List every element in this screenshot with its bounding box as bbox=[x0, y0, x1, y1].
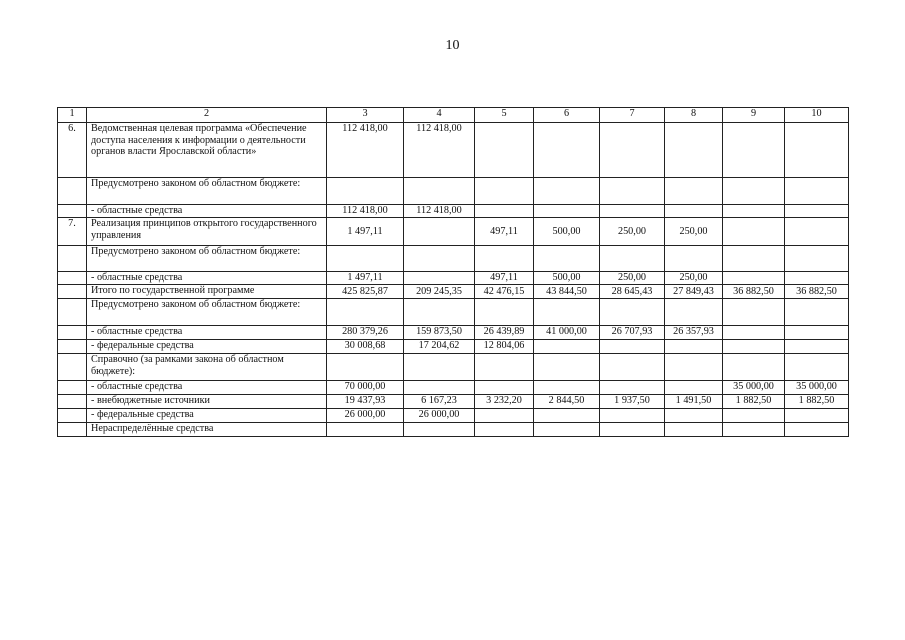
row-name: - областные средства bbox=[87, 381, 327, 395]
row-value-col-5 bbox=[475, 381, 534, 395]
row-value-col-6 bbox=[534, 178, 600, 205]
row-name: Итого по государственной программе bbox=[87, 285, 327, 299]
row-value-col-6: 500,00 bbox=[534, 272, 600, 285]
table-header-row bbox=[58, 108, 849, 123]
row-value-col-4: 26 000,00 bbox=[404, 409, 475, 423]
row-index bbox=[58, 246, 87, 272]
row-value-col-4 bbox=[404, 354, 475, 381]
row-value-col-7 bbox=[600, 299, 665, 326]
table-row bbox=[58, 423, 849, 437]
row-value-col-6 bbox=[534, 409, 600, 423]
row-value-col-10 bbox=[785, 423, 849, 437]
column-header: 7 bbox=[600, 108, 665, 123]
row-name: - внебюджетные источники bbox=[87, 395, 327, 409]
row-value-col-3: 112 418,00 bbox=[327, 123, 404, 178]
row-value-col-9 bbox=[723, 326, 785, 340]
row-value-col-8: 1 491,50 bbox=[665, 395, 723, 409]
row-value-col-3 bbox=[327, 246, 404, 272]
row-value-col-6: 2 844,50 bbox=[534, 395, 600, 409]
row-value-col-10 bbox=[785, 272, 849, 285]
row-value-col-5: 42 476,15 bbox=[475, 285, 534, 299]
column-header: 4 bbox=[404, 108, 475, 123]
row-value-col-7 bbox=[600, 423, 665, 437]
row-value-col-9: 36 882,50 bbox=[723, 285, 785, 299]
row-index bbox=[58, 409, 87, 423]
row-value-col-3: 19 437,93 bbox=[327, 395, 404, 409]
row-value-col-5 bbox=[475, 299, 534, 326]
row-value-col-4 bbox=[404, 246, 475, 272]
row-value-col-9 bbox=[723, 409, 785, 423]
row-value-col-3 bbox=[327, 299, 404, 326]
table-row bbox=[58, 381, 849, 395]
row-value-col-8 bbox=[665, 246, 723, 272]
row-value-col-4: 17 204,62 bbox=[404, 340, 475, 354]
row-value-col-4 bbox=[404, 178, 475, 205]
row-value-col-4: 209 245,35 bbox=[404, 285, 475, 299]
row-value-col-9 bbox=[723, 205, 785, 218]
row-value-col-10 bbox=[785, 246, 849, 272]
row-value-col-7 bbox=[600, 409, 665, 423]
row-value-col-7: 250,00 bbox=[600, 272, 665, 285]
row-value-col-7 bbox=[600, 381, 665, 395]
row-value-col-9 bbox=[723, 218, 785, 246]
row-name: Нераспределённые средства bbox=[87, 423, 327, 437]
row-value-col-5: 26 439,89 bbox=[475, 326, 534, 340]
row-value-col-9 bbox=[723, 354, 785, 381]
row-value-col-6 bbox=[534, 354, 600, 381]
row-value-col-4: 112 418,00 bbox=[404, 123, 475, 178]
row-index bbox=[58, 381, 87, 395]
column-header: 5 bbox=[475, 108, 534, 123]
row-value-col-5: 12 804,06 bbox=[475, 340, 534, 354]
row-name: Ведомственная целевая программа «Обеспечение доступа населения к информации о деятельности органов власти Ярославской области» bbox=[87, 123, 327, 178]
row-index: 7. bbox=[58, 218, 87, 246]
table-row bbox=[58, 123, 849, 178]
row-index bbox=[58, 205, 87, 218]
row-value-col-8 bbox=[665, 123, 723, 178]
row-value-col-9 bbox=[723, 178, 785, 205]
row-name: Предусмотрено законом об областном бюджете: bbox=[87, 299, 327, 326]
row-name: - федеральные средства bbox=[87, 340, 327, 354]
row-index bbox=[58, 285, 87, 299]
row-value-col-4 bbox=[404, 218, 475, 246]
row-value-col-7 bbox=[600, 178, 665, 205]
row-value-col-8 bbox=[665, 409, 723, 423]
table-row bbox=[58, 395, 849, 409]
row-value-col-3: 425 825,87 bbox=[327, 285, 404, 299]
table-row bbox=[58, 205, 849, 218]
row-value-col-8: 26 357,93 bbox=[665, 326, 723, 340]
row-value-col-7 bbox=[600, 246, 665, 272]
table-row bbox=[58, 354, 849, 381]
row-value-col-10 bbox=[785, 123, 849, 178]
row-value-col-5 bbox=[475, 246, 534, 272]
row-value-col-8: 250,00 bbox=[665, 272, 723, 285]
column-header: 2 bbox=[87, 108, 327, 123]
row-index bbox=[58, 423, 87, 437]
row-index bbox=[58, 326, 87, 340]
column-header: 9 bbox=[723, 108, 785, 123]
row-value-col-9 bbox=[723, 423, 785, 437]
row-name: Предусмотрено законом об областном бюджете: bbox=[87, 178, 327, 205]
row-value-col-5 bbox=[475, 409, 534, 423]
row-value-col-3 bbox=[327, 178, 404, 205]
row-value-col-4: 112 418,00 bbox=[404, 205, 475, 218]
row-value-col-4: 159 873,50 bbox=[404, 326, 475, 340]
table-row bbox=[58, 218, 849, 246]
row-value-col-8 bbox=[665, 205, 723, 218]
column-header: 3 bbox=[327, 108, 404, 123]
row-value-col-10 bbox=[785, 218, 849, 246]
row-value-col-6: 41 000,00 bbox=[534, 326, 600, 340]
row-value-col-7 bbox=[600, 205, 665, 218]
row-value-col-3: 1 497,11 bbox=[327, 272, 404, 285]
row-value-col-5 bbox=[475, 123, 534, 178]
row-index bbox=[58, 178, 87, 205]
row-value-col-4 bbox=[404, 299, 475, 326]
row-value-col-8: 250,00 bbox=[665, 218, 723, 246]
table-row bbox=[58, 326, 849, 340]
row-value-col-3: 1 497,11 bbox=[327, 218, 404, 246]
row-value-col-6 bbox=[534, 205, 600, 218]
row-value-col-9: 1 882,50 bbox=[723, 395, 785, 409]
row-value-col-7: 250,00 bbox=[600, 218, 665, 246]
column-header: 10 bbox=[785, 108, 849, 123]
row-value-col-9: 35 000,00 bbox=[723, 381, 785, 395]
row-value-col-7: 1 937,50 bbox=[600, 395, 665, 409]
row-index bbox=[58, 340, 87, 354]
row-value-col-8: 27 849,43 bbox=[665, 285, 723, 299]
row-value-col-10: 36 882,50 bbox=[785, 285, 849, 299]
row-name: Справочно (за рамками закона об областном бюджете): bbox=[87, 354, 327, 381]
row-value-col-9 bbox=[723, 299, 785, 326]
row-value-col-3: 112 418,00 bbox=[327, 205, 404, 218]
column-header: 1 bbox=[58, 108, 87, 123]
row-value-col-6 bbox=[534, 340, 600, 354]
row-name: Реализация принципов открытого государственного управления bbox=[87, 218, 327, 246]
row-value-col-6 bbox=[534, 123, 600, 178]
row-value-col-8 bbox=[665, 423, 723, 437]
row-value-col-3: 280 379,26 bbox=[327, 326, 404, 340]
row-value-col-7: 26 707,93 bbox=[600, 326, 665, 340]
row-value-col-6: 500,00 bbox=[534, 218, 600, 246]
row-value-col-5 bbox=[475, 423, 534, 437]
table-row bbox=[58, 299, 849, 326]
row-value-col-4 bbox=[404, 423, 475, 437]
table-row bbox=[58, 246, 849, 272]
row-value-col-9 bbox=[723, 246, 785, 272]
row-value-col-9 bbox=[723, 123, 785, 178]
row-value-col-6 bbox=[534, 381, 600, 395]
row-value-col-6: 43 844,50 bbox=[534, 285, 600, 299]
row-value-col-5 bbox=[475, 354, 534, 381]
row-value-col-6 bbox=[534, 423, 600, 437]
row-value-col-10: 35 000,00 bbox=[785, 381, 849, 395]
row-value-col-5 bbox=[475, 178, 534, 205]
row-value-col-9 bbox=[723, 340, 785, 354]
row-value-col-4: 6 167,23 bbox=[404, 395, 475, 409]
row-value-col-10 bbox=[785, 326, 849, 340]
table-row bbox=[58, 272, 849, 285]
row-value-col-9 bbox=[723, 272, 785, 285]
row-name: - областные средства bbox=[87, 326, 327, 340]
row-index bbox=[58, 354, 87, 381]
row-value-col-4 bbox=[404, 381, 475, 395]
row-value-col-8 bbox=[665, 299, 723, 326]
row-value-col-3: 30 008,68 bbox=[327, 340, 404, 354]
row-value-col-7 bbox=[600, 354, 665, 381]
row-name: - областные средства bbox=[87, 205, 327, 218]
column-header: 6 bbox=[534, 108, 600, 123]
column-header: 8 bbox=[665, 108, 723, 123]
row-value-col-8 bbox=[665, 340, 723, 354]
row-value-col-6 bbox=[534, 246, 600, 272]
table-row bbox=[58, 340, 849, 354]
row-index bbox=[58, 272, 87, 285]
table-row bbox=[58, 178, 849, 205]
row-value-col-4 bbox=[404, 272, 475, 285]
row-name: - областные средства bbox=[87, 272, 327, 285]
row-value-col-10 bbox=[785, 299, 849, 326]
row-value-col-10 bbox=[785, 205, 849, 218]
row-value-col-3 bbox=[327, 423, 404, 437]
row-value-col-7 bbox=[600, 340, 665, 354]
row-value-col-5 bbox=[475, 205, 534, 218]
row-value-col-5: 497,11 bbox=[475, 218, 534, 246]
table-row bbox=[58, 409, 849, 423]
row-name: - федеральные средства bbox=[87, 409, 327, 423]
row-value-col-7 bbox=[600, 123, 665, 178]
row-value-col-10 bbox=[785, 340, 849, 354]
row-value-col-8 bbox=[665, 354, 723, 381]
row-value-col-10: 1 882,50 bbox=[785, 395, 849, 409]
row-value-col-10 bbox=[785, 409, 849, 423]
row-value-col-3: 70 000,00 bbox=[327, 381, 404, 395]
table-row bbox=[58, 285, 849, 299]
row-value-col-3 bbox=[327, 354, 404, 381]
row-index bbox=[58, 395, 87, 409]
row-value-col-5: 497,11 bbox=[475, 272, 534, 285]
row-value-col-5: 3 232,20 bbox=[475, 395, 534, 409]
row-value-col-8 bbox=[665, 381, 723, 395]
row-value-col-10 bbox=[785, 178, 849, 205]
row-name: Предусмотрено законом об областном бюджете: bbox=[87, 246, 327, 272]
row-index bbox=[58, 299, 87, 326]
row-value-col-7: 28 645,43 bbox=[600, 285, 665, 299]
budget-table bbox=[57, 107, 849, 437]
row-value-col-8 bbox=[665, 178, 723, 205]
row-value-col-3: 26 000,00 bbox=[327, 409, 404, 423]
page-number: 10 bbox=[445, 38, 460, 53]
row-value-col-6 bbox=[534, 299, 600, 326]
row-value-col-10 bbox=[785, 354, 849, 381]
row-index: 6. bbox=[58, 123, 87, 178]
